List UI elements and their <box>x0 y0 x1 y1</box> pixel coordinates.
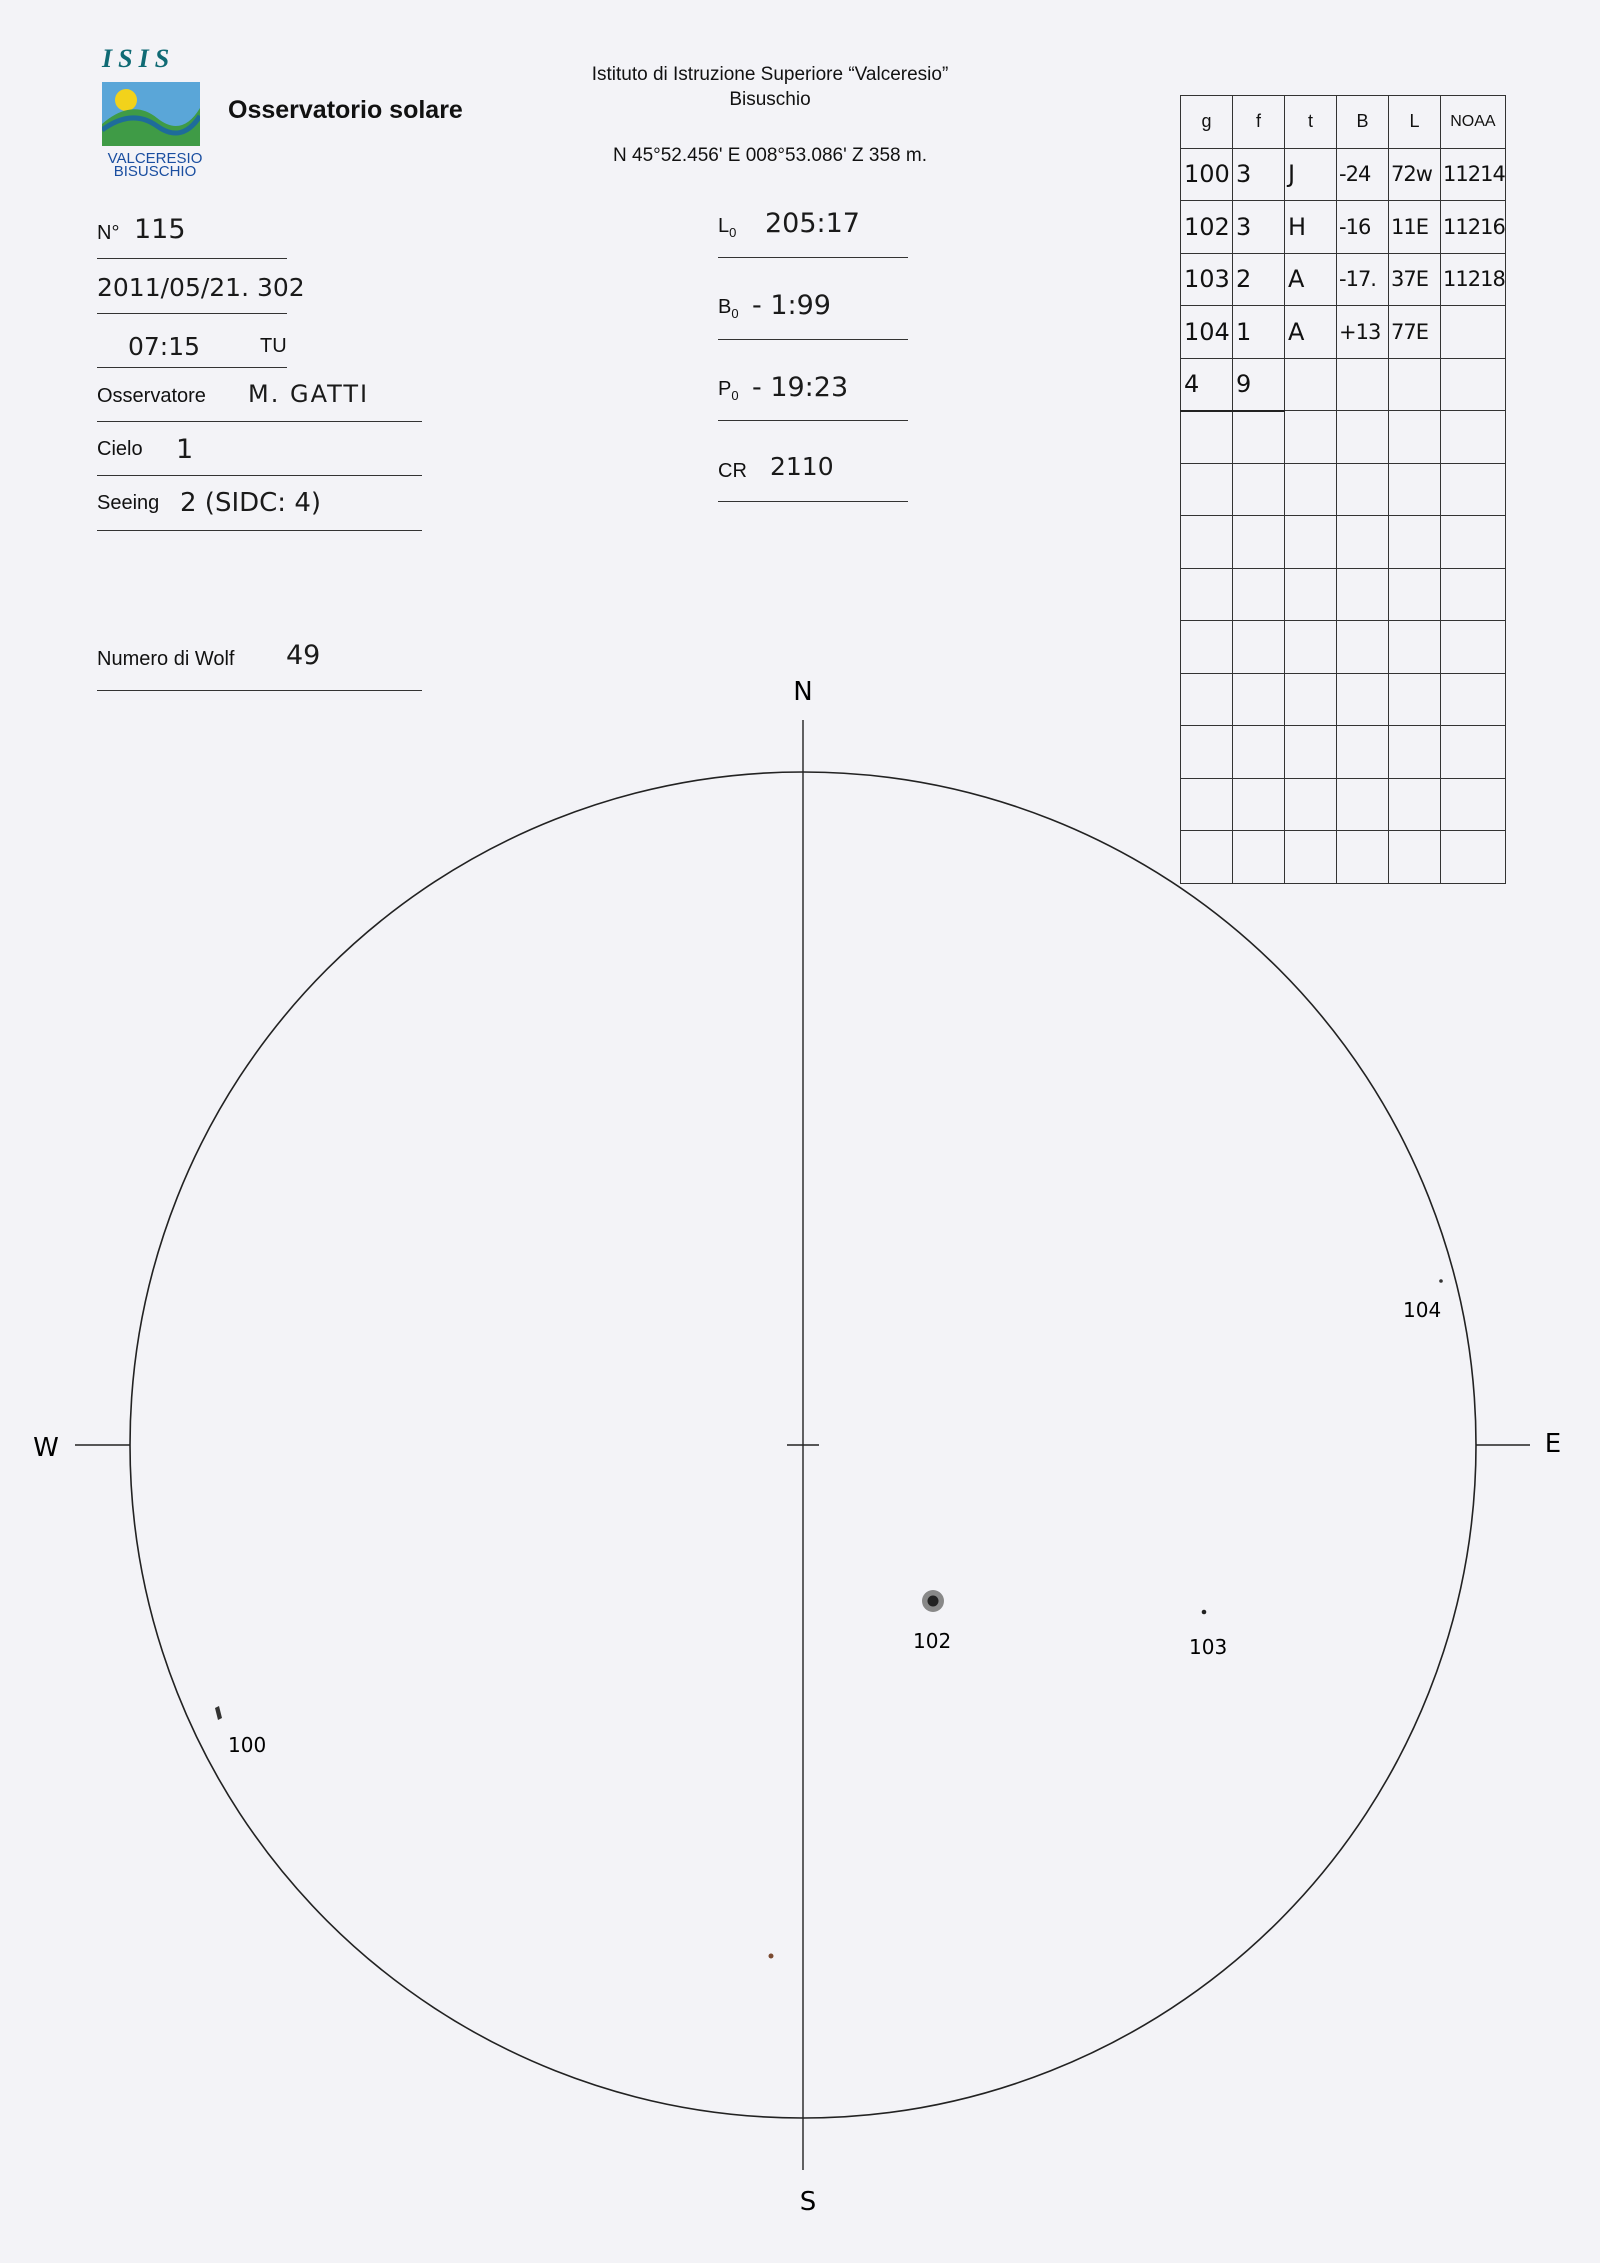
logo-subtitle-2: BISUSCHIO <box>113 163 197 180</box>
institute-line-2: Bisuschio <box>729 89 811 110</box>
cell-latitude: -24 <box>1337 148 1389 201</box>
sunspot-group-103 <box>1202 1610 1207 1615</box>
logo-brand: ISIS <box>102 44 176 73</box>
observatory-coordinates: N 45°52.456' E 008°53.086' Z 358 m. <box>613 145 927 166</box>
cell-latitude: -17. <box>1337 253 1389 306</box>
sky-value: 1 <box>176 434 194 465</box>
cell-longitude: 72w <box>1389 148 1441 201</box>
south-label: S <box>799 2187 817 2217</box>
sunspot-group-102-umbra <box>928 1596 939 1607</box>
number-label: N° <box>97 222 120 244</box>
wolf-value: 49 <box>286 640 321 671</box>
wolf-label: Numero di Wolf <box>97 648 235 670</box>
cell-noaa: 11218 <box>1441 253 1506 306</box>
sunspot-group-100 <box>215 1706 222 1720</box>
cell-longitude: 37E <box>1389 253 1441 306</box>
b0-value: - 1:99 <box>752 290 831 321</box>
p0-label: $P_0$ <box>718 378 739 403</box>
header-b: B <box>1337 96 1389 149</box>
cell-group: 100 <box>1181 148 1233 201</box>
cell-total-groups: 4 <box>1181 358 1233 411</box>
cell-total-spots: 9 <box>1233 358 1285 411</box>
seeing-value: 2 (SIDC: 4) <box>180 488 322 518</box>
cell-noaa: 11214 <box>1441 148 1506 201</box>
cell-latitude: -16 <box>1337 201 1389 254</box>
cell-type: H <box>1285 201 1337 254</box>
p0-value: - 19:23 <box>752 372 849 403</box>
group-label-104: 104 <box>1403 1298 1442 1322</box>
header-f: f <box>1233 96 1285 149</box>
l0-label: $L_0$ <box>718 215 737 240</box>
cell-type: A <box>1285 306 1337 359</box>
cell-longitude: 11E <box>1389 201 1441 254</box>
cr-label: CR <box>718 460 747 482</box>
cr-value: 2110 <box>770 452 834 481</box>
seeing-label: Seeing <box>97 492 160 514</box>
group-label-103: 103 <box>1189 1635 1228 1659</box>
time-value: 07:15 <box>128 332 201 361</box>
cell-group: 103 <box>1181 253 1233 306</box>
header-t: t <box>1285 96 1337 149</box>
cell-type: J <box>1285 148 1337 201</box>
west-label: W <box>33 1433 59 1463</box>
sunspot-spot <box>769 1954 774 1959</box>
header-g: g <box>1181 96 1233 149</box>
group-label-102: 102 <box>913 1629 952 1653</box>
cell-spots: 3 <box>1233 201 1285 254</box>
east-label: E <box>1544 1429 1562 1459</box>
cell-group: 104 <box>1181 306 1233 359</box>
cell-noaa: 11216 <box>1441 201 1506 254</box>
observer-value: M. GATTI <box>248 380 370 408</box>
cell-latitude: +13 <box>1337 306 1389 359</box>
observatory-title: Osservatorio solare <box>228 96 463 124</box>
sunspot-group-104 <box>1439 1279 1443 1283</box>
time-unit: TU <box>260 335 287 357</box>
cell-longitude: 77E <box>1389 306 1441 359</box>
l0-value: 205:17 <box>765 208 860 239</box>
logo-subtitle-1: VALCERESIO <box>107 150 203 167</box>
cell-spots: 2 <box>1233 253 1285 306</box>
date-value: 2011/05/21. 302 <box>97 273 305 302</box>
cell-spots: 1 <box>1233 306 1285 359</box>
header-l: L <box>1389 96 1441 149</box>
cell-type: A <box>1285 253 1337 306</box>
header-noaa: NOAA <box>1441 96 1506 149</box>
b0-label: $B_0$ <box>718 296 739 321</box>
group-label-100: 100 <box>228 1733 267 1757</box>
sky-label: Cielo <box>97 438 143 460</box>
cell-group: 102 <box>1181 201 1233 254</box>
number-value: 115 <box>134 214 186 245</box>
cell-spots: 3 <box>1233 148 1285 201</box>
institute-line-1: Istituto di Istruzione Superiore “Valceresio” <box>591 64 949 85</box>
north-label: N <box>793 677 813 707</box>
observer-label: Osservatore <box>97 385 206 407</box>
